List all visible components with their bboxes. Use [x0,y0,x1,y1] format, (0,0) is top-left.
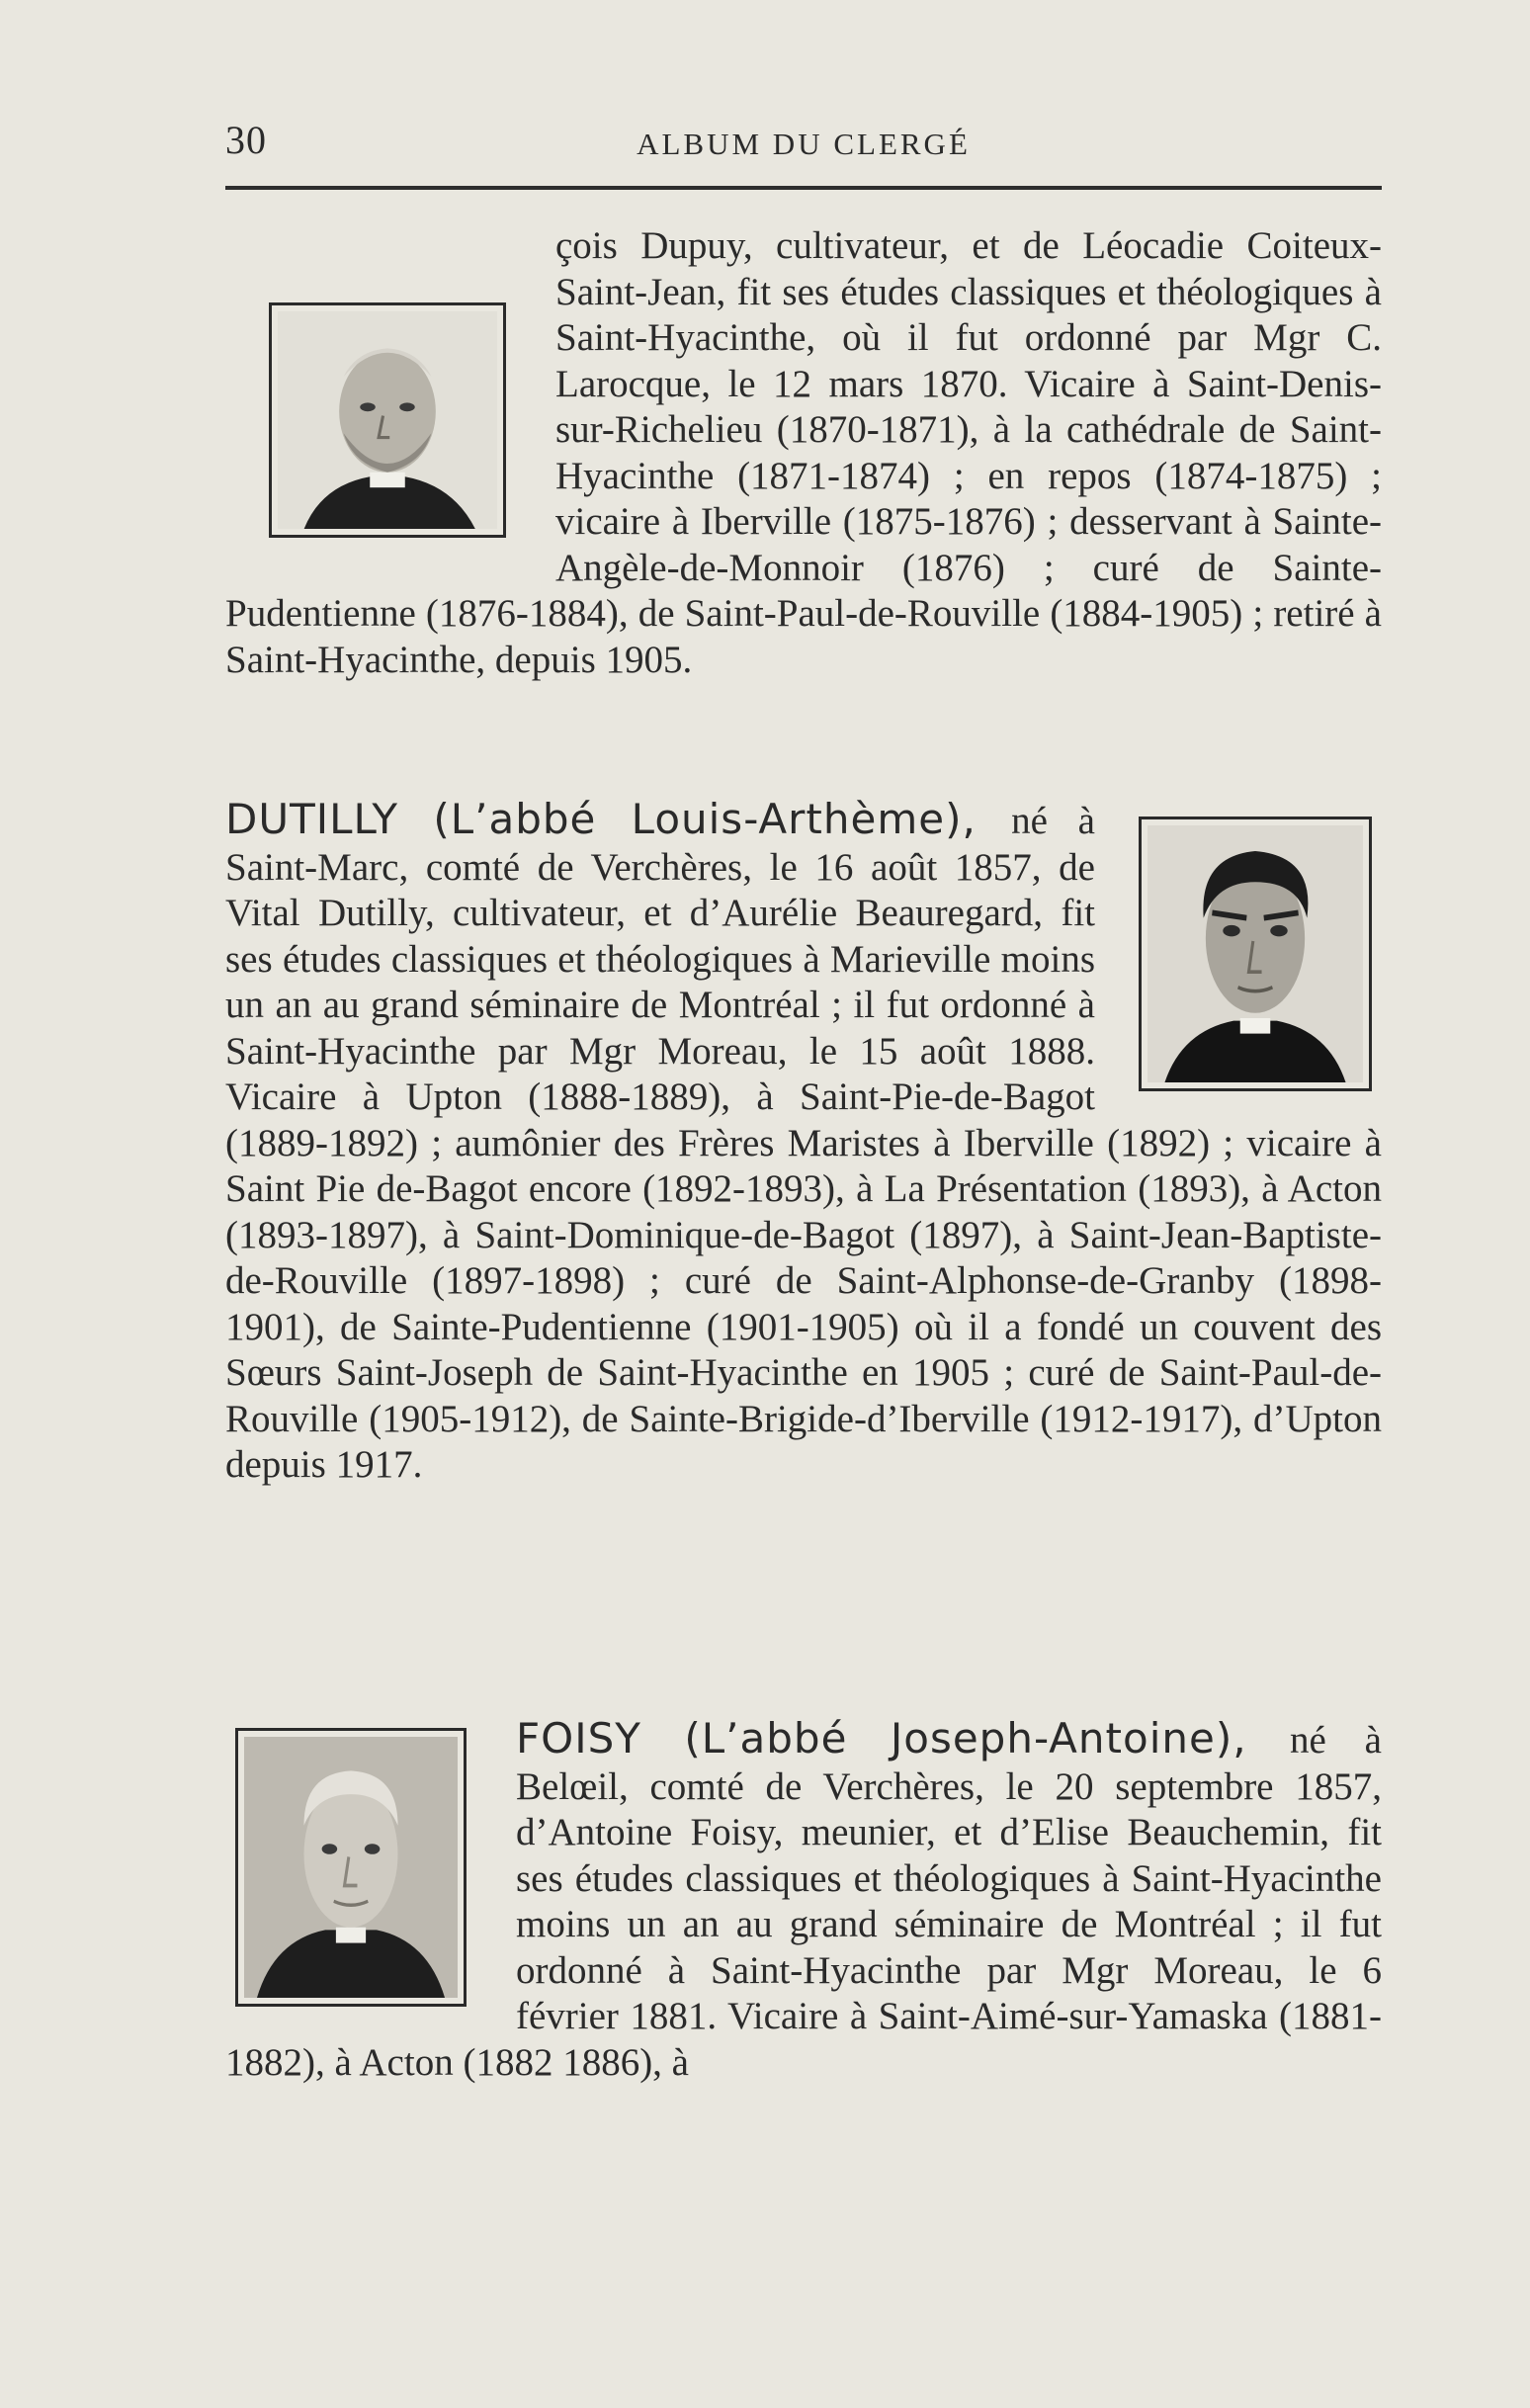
portrait-3-image [244,1737,458,1998]
portrait-3-wrapper [225,1718,476,2017]
entry-dutilly [225,797,1382,1489]
portrait-3 [235,1728,467,2007]
page-header [225,117,1382,166]
portrait-2-wrapper [1129,807,1382,1101]
running-title: ALBUM DU CLERGÉ [637,127,971,161]
entry-foisy [225,1716,1382,2086]
portrait-1 [269,302,506,538]
entry-foisy-text: né à Belœil, comté de Verchères, le 20 septembre 1857, d’Antoine Foisy, meunier, et d’Elise Beauchemin, fit ses études classiques et théologiques à Saint-Hyacinthe moins un an au grand séminaire de Montréal ; il fut ordonné à Saint-Hyacinthe par Mgr Moreau, le 6 février 1881. Vicaire à Saint-Aimé-sur-Yamaska (1881-1882), à Acton (1882 1886), à [225,1719,1382,2084]
portrait-2-image [1148,825,1363,1082]
entry-dutilly-text: né à Saint-Marc, comté de Verchères, le 16 août 1857, de Vital Dutilly, cultivateur, et d’Aurélie Beauregard, fit ses études classiques et théologiques à Marieville moins un an au grand séminaire de Montréal ; il fut ordonné à Saint-Hyacinthe par Mgr Moreau, le 15 août 1888. Vicaire à Upton (1888-1889), à Saint-Pie-de-Bagot (1889-1892) ; aumônier des Frères Maristes à Iberville (1892) ; vicaire à Saint Pie de-Bagot encore (1892-1893), à La Présentation (1893), à Acton (1893-1897), à Saint-Dominique-de-Bagot (1897), à Saint-Jean-Baptiste-de-Rouville (1897-1898) ; curé de Saint-Alphonse-de-Granby (1898-1901), de Sainte-Pudentienne (1901-1905) où il a fondé un couvent des Sœurs Saint-Joseph de Saint-Hyacinthe en 1905 ; curé de Saint-Paul-de-Rouville (1905-1912), de Sainte-Brigide-d’Iberville (1912-1917), d’Upton depuis 1917. [225,800,1382,1486]
page-number: 30 [225,118,267,162]
entry-continued [225,223,1382,683]
header-rule [225,186,1382,190]
portrait-1-image [278,311,497,529]
portrait-1-wrapper [259,293,516,548]
portrait-2 [1139,817,1372,1091]
entry-continued-text: çois Dupuy, cultivateur, et de Léocadie Coiteux-Saint-Jean, fit ses études classiques et théologiques à Saint-Hyacinthe, où il fut ordonné par Mgr C. Larocque, le 12 mars 1870. Vicaire à Saint-Denis-sur-Richelieu (1870-1871), à la cathédrale de Saint-Hyacinthe (1871-1874) ; en repos (1874-1875) ; vicaire à Iberville (1875-1876) ; desservant à Sainte-Angèle-de-Monnoir (1876) ; curé de Sainte-Pudentienne (1876-1884), de Saint-Paul-de-Rouville (1884-1905) ; retiré à Saint-Hyacinthe, depuis 1905. [225,224,1382,681]
entry-foisy-heading: FOISY (L’abbé Joseph-Antoine), [516,1714,1291,1763]
entry-dutilly-heading: DUTILLY (L’abbé Louis-Arthème), [225,795,1012,843]
